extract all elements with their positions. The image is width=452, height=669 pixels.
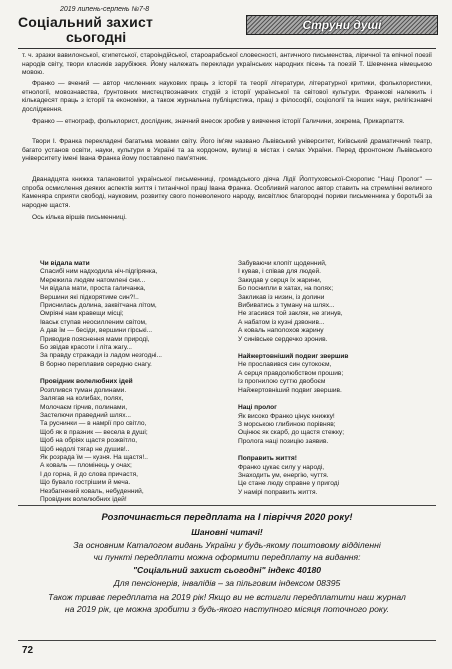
subscription-line-6: на 2019 рік, це можна зробити з будь-якого наступного місяця поточного року. [64, 604, 390, 614]
poem-line: Залягав на колибах, полях, [40, 395, 124, 403]
poem-title: Наці пролог [238, 404, 277, 412]
poem-line: Щоб недолі тягар не душив!.. [40, 445, 130, 453]
poem-line: Чи відала мати, проста галичанка, [40, 285, 146, 293]
poem-line: Незбагнений коваль, небуденний, [40, 487, 144, 495]
poem-title: Поправить життя! [238, 455, 297, 463]
poem-line: Закликав із низин, із долини [238, 293, 325, 301]
poem-title: Чи відала мати [40, 260, 90, 267]
poem-line: Це стане люду справне у пригоді [238, 480, 340, 488]
poem-line: У намірі поправить життя. [238, 488, 318, 496]
paragraph-3: Франко — етнограф, фольклорист, дослідник, значний внесок зробив у вивчення історії Галичини, зокрема, Прикарпаття. [32, 118, 405, 125]
section-title: Струни душі [302, 18, 382, 32]
poem-line: Розплився туман долинами. [40, 386, 127, 394]
section-banner [246, 15, 438, 35]
footer-divider [18, 640, 436, 641]
poem-line: Вершини які підкорятиме син?!.. [40, 293, 139, 301]
poem-line: Що бувало гострішим й меча. [40, 479, 131, 487]
poem-line: Молочаєм гірчив, полинами, [40, 403, 128, 411]
subscription-index: "Соціальний захист сьогодні" індекс 40180 [132, 565, 322, 575]
poem-line: Вибиватись з туману на шлях... [238, 302, 335, 310]
poems-left-column [40, 260, 230, 504]
poem-line: Оцінює як скарб, до щастя стежку; [238, 429, 345, 437]
poem-line: Щоб на обріях щастя розквітло, [40, 437, 138, 445]
poem-line: В борню переплавив середню снагу. [40, 360, 152, 368]
poem-line: Спасибі ним надходила ніч-підгірянка, [40, 268, 158, 276]
magazine-logo [18, 14, 188, 48]
poem-line: Провідник волелюбних ідей! [40, 495, 127, 503]
subscription-line-5: Також триває передплата на 2019 рік! Якщо ви не встигли передплатити наш журнал [48, 592, 406, 602]
poem-line: Не прославився син сутокоєм, [238, 361, 332, 369]
header-divider [18, 48, 436, 49]
poem-line: Приводив пояснення мами природі, [40, 335, 150, 343]
issue-date: 2019 липень-серпень №7-8 [60, 6, 150, 13]
poem-line: Забуваючи клопіт щоденний, [238, 260, 327, 267]
poem-line: За правду стражади із ладом незгодні... [40, 352, 163, 360]
logo-line-1: Соціальний захист [18, 14, 153, 30]
paragraph-2: Франко — вчений — автор численних наукових праць з історії та теорії літератури, літературної критики, фольклористики, етнології, мовознавства, ґрунтовних мистецтвознавчих студій з історії української та світової культури. Франкові належить і кількадесят праць з історії та економіки, а також журнальна публіцистика, праці з філософії, соціології та інших наук, релігієзнавчі дослідження. [22, 80, 432, 113]
poem-line: Із прогнилою суттю двобоєм [238, 378, 326, 386]
poems-right-column [238, 260, 428, 497]
page-header [18, 6, 436, 48]
subscription-discount-index: Для пенсіонерів, інвалідів – за пільговим індексом 08395 [113, 578, 341, 588]
poem-line: Як високо Франко цінує книжку! [238, 412, 335, 420]
poem-line: Та руснинки — в намрії про світло, [40, 420, 147, 428]
poem-line: Франко цукає силу у народі, [238, 463, 325, 471]
poem-line: Як розрада їм — кузня. На щастя!.. [40, 453, 148, 461]
paragraph-4: Твори І. Франка перекладені багатьма мовами світу. Його ім'ям названо Львівський університет, Київський драматичний театр, багато установ освіти, науки, культури в Україні та за кордоном, вулиці в містах і селах України. Перед фронтоном Львівського університету імені Івана Франка йому поставлено пам'ятник. [22, 138, 432, 162]
poem-title: Найжертовніший подвиг звершив [238, 353, 349, 361]
poem-line: Застелючи праведний шлях... [40, 411, 131, 419]
logo-line-2: сьогодні [66, 29, 127, 45]
subscription-greeting: Шановні читачі! [191, 527, 263, 537]
subscription-line-1: За основним Каталогом видань України у будь-якому поштовому відділенні [73, 540, 381, 550]
poem-line: З морською глибиною порівняв; [238, 420, 336, 428]
poem-line: А коваль наполохов жарину [238, 327, 324, 335]
poem-line: Бо поснипли в хатах, на полях; [238, 285, 334, 293]
poem-line: Іваськ ступав неосилленим світом, [40, 318, 147, 326]
poem-line: А серця правдолюбством прошив; [238, 369, 344, 377]
subscription-headline: Розпочинається передплата на І півріччя 2020 року! [101, 511, 353, 522]
poem-line: Приснилась долина, заквітчана літом, [40, 302, 157, 310]
poem-line: Бо звідав красоти і літа жагу... [40, 344, 132, 352]
poem-line: Мережила людям натомлені сни... [40, 276, 146, 284]
subscription-divider [18, 505, 436, 506]
poem-line: І до горна, й до слова причастя, [40, 470, 138, 478]
subscription-line-2: чи пункті передплати можна оформити передплату на видання: [93, 552, 361, 562]
poem-line: Закидав у серця їх жарини, [238, 276, 322, 284]
paragraph-6: Ось кілька віршів письменниці. [32, 214, 127, 221]
poem-line: Омріяні нам кравещи місці; [40, 310, 124, 318]
poem-line: А набатом із кузні дзвонив... [238, 318, 325, 326]
poem-line: Не згасився той закляк, не згинув, [238, 310, 343, 318]
paragraph-1: т. ч. зразки вавилонської, єгипетської, староіндійської, староарабської словесності, античного письменства, ліричної та епічної поезії народів світу, твори класиків зарубіжжя. Йому належать переклади українських народних пісень та поезій Т. Шевченка німецькою мовою. [22, 52, 432, 76]
page-number: 72 [22, 645, 34, 656]
poem-line: У синівське сердечко зронив. [238, 335, 328, 343]
poem-line: Щоб як в празник — весела в душі; [40, 428, 148, 436]
poem-title: Провідник волелюбних ідей [40, 378, 133, 386]
poem-line: Пролога наці позицію заявив. [238, 437, 329, 445]
poem-line: А коваль — пломінець у очах; [40, 462, 132, 470]
poem-line: А дав їм — бесіди, вершини гірські... [40, 327, 153, 335]
poem-line: Найжертовніший подвиг звершив. [238, 386, 342, 394]
poem-line: Знаходить ум, енергію, чуття. [238, 471, 329, 479]
poem-line: І кував, і співав для людей. [238, 268, 322, 276]
paragraph-5: Дванадцята книжка талановитої української письменниці, громадського діяча Лідії Йолтуховської-Скоропис "Наці Пролог" — спроба осмислення деяких аспектів життя і титанічної праці Івана Франка. Особливий наголос автор ставить на стремлінні великого Каменяра сприяти свободі, науковим, розвитку свого поневоленого народу, висвітлює благородні пориви письменника у боротьбі за народне щастя. [22, 176, 432, 209]
